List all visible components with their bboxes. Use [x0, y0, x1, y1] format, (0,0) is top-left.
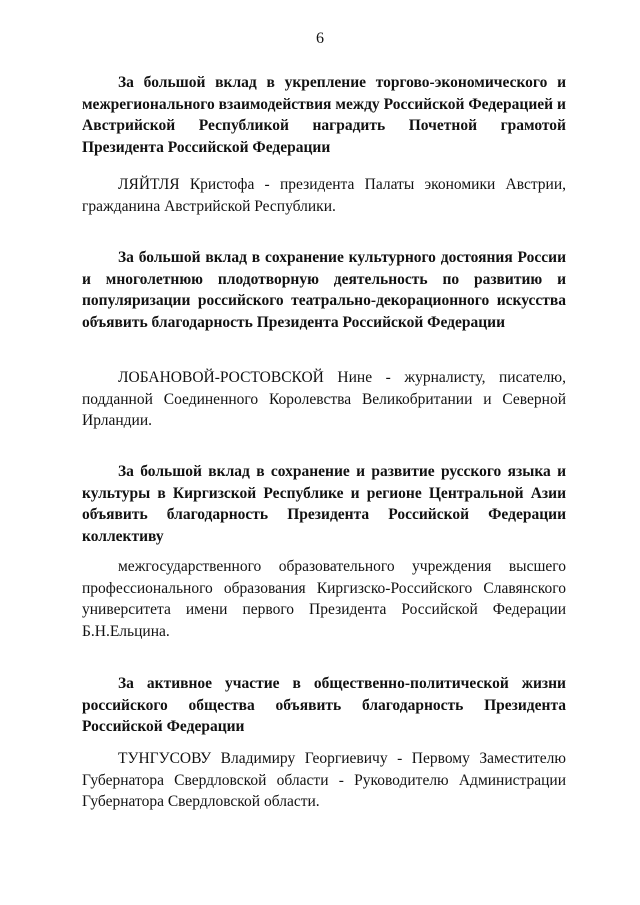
recipient-4 [82, 748, 566, 813]
page-number: 6 [316, 30, 324, 47]
recipient-text: ТУНГУСОВУ Владимиру Георгиевичу - Первому Заместителю Губернатора Свердловской области - Руководителю Администрации Губернатора Свердловской области. [82, 750, 566, 810]
section-heading: За большой вклад в укрепление торгово-экономического и межрегионального взаимодействия между Российской Федерацией и Австрийской Республикой наградить Почетной грамотой Президента Российской Федерации [82, 74, 566, 156]
recipient-text: ЛОБАНОВОЙ-РОСТОВСКОЙ Нине - журналисту, писателю, подданной Соединенного Королевства Великобритании и Северной Ирландии. [82, 369, 566, 429]
section-heading: За большой вклад в сохранение и развитие русского языка и культуры в Киргизской Республике и регионе Центральной Азии объявить благодарность Президента Российской Федерации коллективу [82, 463, 566, 545]
recipient-1 [82, 174, 566, 217]
award-section-3 [82, 461, 566, 547]
award-section-2 [82, 247, 566, 333]
recipient-text: межгосударственного образовательного учреждения высшего профессионального образования Киргизско-Российского Славянского университета имени первого Президента Российской Федерации Б.Н.Ельцина. [82, 558, 566, 640]
recipient-2 [82, 367, 566, 432]
recipient-3 [82, 556, 566, 642]
recipient-text: ЛЯЙТЛЯ Кристофа - президента Палаты экономики Австрии, гражданина Австрийской Республики. [82, 176, 566, 215]
section-heading: За большой вклад в сохранение культурного достояния России и многолетнюю плодотворную деятельность по развитию и популяризации российского театрально-декорационного искусства объявить благодарность Президента Российской Федерации [82, 249, 566, 331]
award-section-4 [82, 673, 566, 738]
section-heading: За активное участие в общественно-политической жизни российского общества объявить благодарность Президента Российской Федерации [82, 675, 566, 735]
award-section-1 [82, 72, 566, 158]
